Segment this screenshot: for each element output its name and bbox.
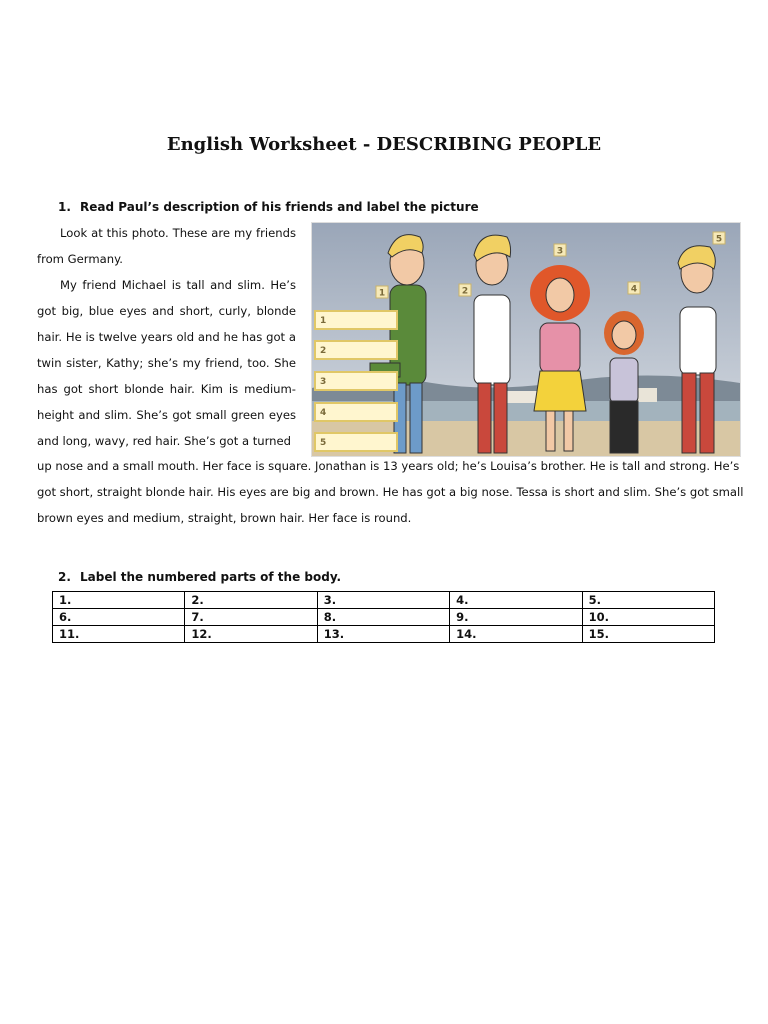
continued-line-1: up nose and a small mouth. Her face is square. Jonathan is 13 years old; he’s Louisa’s brother. He is tall and strong. He’s (37, 459, 740, 473)
answer-box-2[interactable] (315, 341, 397, 359)
question-2-number: 2. (58, 570, 71, 584)
body-parts-table (52, 591, 715, 643)
answer-cell-9[interactable]: 9. (450, 609, 582, 626)
description-text-wrapped (37, 220, 296, 454)
question-2-heading (58, 570, 341, 584)
answer-cell-13[interactable]: 13. (317, 626, 449, 643)
answer-cell-7[interactable]: 7. (185, 609, 317, 626)
answer-box-number-2: 2 (320, 346, 327, 356)
answer-cell-15[interactable]: 15. (582, 626, 714, 643)
paragraph-intro: Look at this photo. These are my friends from Germany. (37, 226, 296, 266)
answer-cell-3[interactable]: 3. (317, 592, 449, 609)
table-row (53, 626, 715, 643)
description-text-continued (37, 453, 744, 531)
answer-cell-4[interactable]: 4. (450, 592, 582, 609)
answer-cell-2[interactable]: 2. (185, 592, 317, 609)
continued-line-2: got short, straight blonde hair. His eyes are big and brown. He has got a big nose. Tessa is short and slim. She’s got small (37, 485, 744, 499)
table-row (53, 592, 715, 609)
picture-label-5: 5 (715, 234, 723, 245)
answer-box-4[interactable] (315, 403, 397, 421)
friends-picture (311, 222, 741, 457)
answer-box-3[interactable] (315, 372, 397, 390)
paragraph-friends: My friend Michael is tall and slim. He’s got big, blue eyes and short, curly, blonde hair. He is twelve years old and he has got a twin sister, Kathy; she’s my friend, too. She has got short blonde hair. Kim is medium-height and slim. She’s got small green eyes and long, wavy, red hair. She’s got a turned (37, 278, 296, 448)
answer-box-5[interactable] (315, 433, 397, 451)
answer-cell-8[interactable]: 8. (317, 609, 449, 626)
figure-4 (604, 311, 644, 453)
question-2-text: Label the numbered parts of the body. (80, 570, 342, 584)
picture-label-3: 3 (556, 246, 564, 257)
picture-label-4: 4 (630, 284, 638, 295)
page-title: English Worksheet - DESCRIBING PEOPLE (166, 134, 602, 155)
question-1-heading (58, 200, 479, 214)
answer-cell-10[interactable]: 10. (582, 609, 714, 626)
picture-label-2: 2 (461, 286, 469, 297)
answer-cell-1[interactable]: 1. (53, 592, 185, 609)
question-1-text: Read Paul’s description of his friends and label the picture (80, 200, 479, 214)
continued-line-3: brown eyes and medium, straight, brown hair. Her face is round. (37, 511, 412, 525)
answer-cell-11[interactable]: 11. (53, 626, 185, 643)
answer-box-1[interactable] (315, 311, 397, 329)
answer-cell-6[interactable]: 6. (53, 609, 185, 626)
answer-box-number-1: 1 (320, 316, 327, 326)
answer-box-number-3: 3 (320, 377, 327, 387)
table-row (53, 609, 715, 626)
question-1-number: 1. (58, 200, 71, 214)
answer-box-number-4: 4 (320, 408, 327, 418)
answer-cell-14[interactable]: 14. (450, 626, 582, 643)
answer-box-number-5: 5 (320, 438, 327, 448)
picture-label-1: 1 (378, 288, 386, 299)
answer-cell-5[interactable]: 5. (582, 592, 714, 609)
answer-cell-12[interactable]: 12. (185, 626, 317, 643)
